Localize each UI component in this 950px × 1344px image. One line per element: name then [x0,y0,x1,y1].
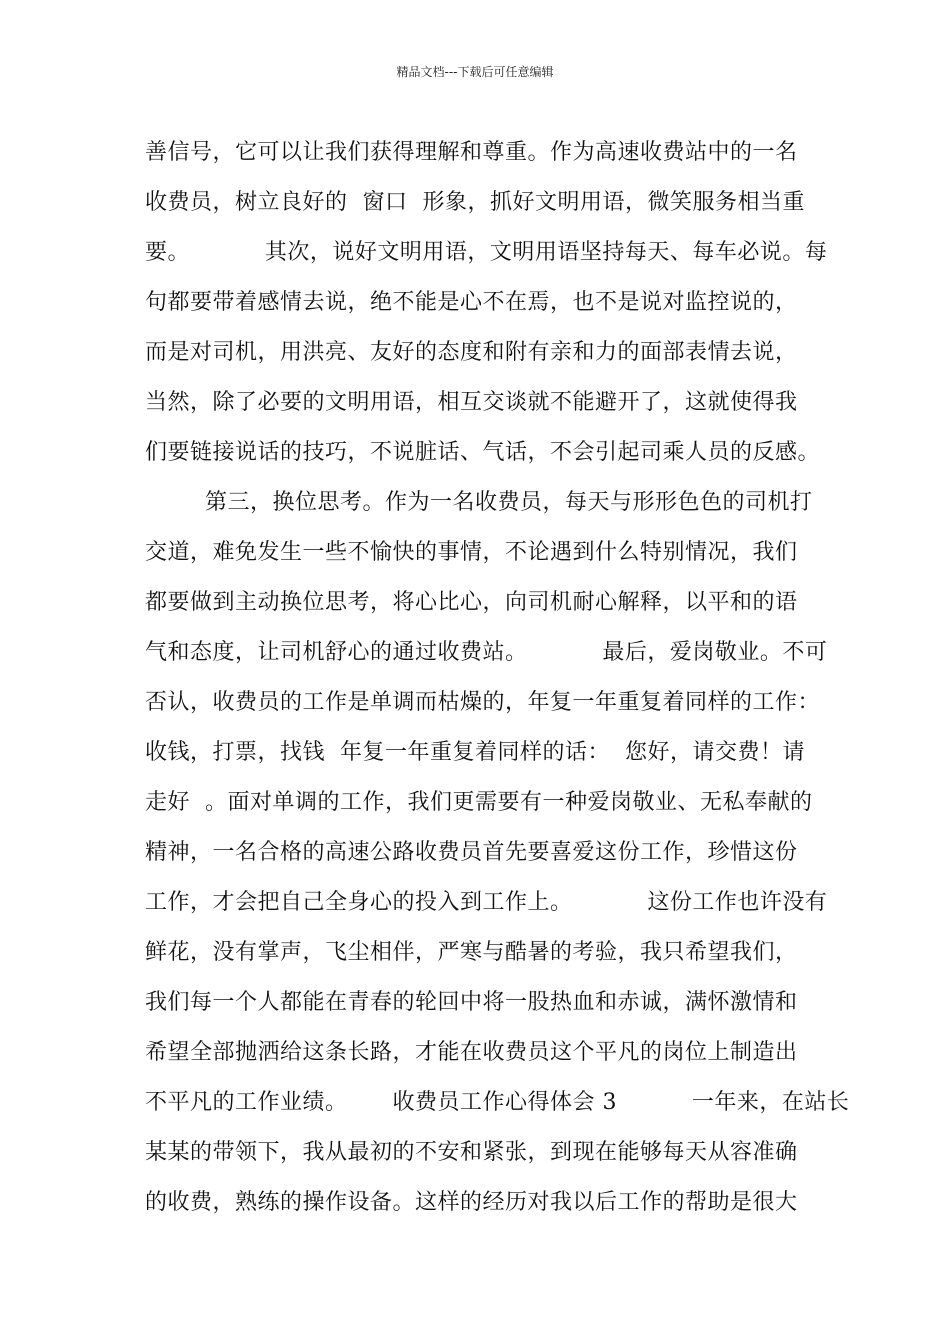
text-line: 第三，换位思考。作为一名收费员，每天与形形色色的司机打 [145,490,813,515]
text-line: 鲜花，没有掌声，飞尘相伴，严寒与酷暑的考验，我只希望我们， [145,940,798,965]
document-body [145,128,850,1228]
text-line: 希望全部抛洒给这条长路，才能在收费员这个平凡的岗位上制造出 [145,1040,798,1065]
text-line: 走好 。面对单调的工作，我们更需要有一种爱岗敬业、无私奉献的 [145,790,813,815]
text-line: 收费员，树立良好的 窗口 形象，抓好文明用语，微笑服务相当重 [145,190,805,215]
text-line: 否认，收费员的工作是单调而枯燥的，年复一年重复着同样的工作： [145,690,821,715]
text-line: 我们每一个人都能在青春的轮回中将一股热血和赤诚，满怀激情和 [145,990,798,1015]
text-line: 交道，难免发生一些不愉快的事情，不论遇到什么特别情况，我们 [145,540,798,565]
text-line: 某某的带领下，我从最初的不安和紧张，到现在能够每天从容准确 [145,1140,798,1165]
text-line: 都要做到主动换位思考，将心比心，向司机耐心解释，以平和的语 [145,590,798,615]
text-line: 而是对司机，用洪亮、友好的态度和附有亲和力的面部表情去说， [145,340,798,365]
text-line: 当然，除了必要的文明用语，相互交谈就不能避开了，这就使得我 [145,390,798,415]
text-line: 工作，才会把自己全身心的投入到工作上。 这份工作也许没有 [145,890,828,915]
text-line: 气和态度，让司机舒心的通过收费站。 最后，爱岗敬业。不可 [145,640,828,665]
text-line: 收钱，打票，找钱 年复一年重复着同样的话： 您好，请交费！请 [145,740,805,765]
text-line: 句都要带着感情去说，绝不能是心不在焉，也不是说对监控说的， [145,290,798,315]
text-line: 不平凡的工作业绩。 收费员工作心得体会 3 一年来，在站长 [145,1090,850,1115]
text-line: 要。 其次，说好文明用语，文明用语坚持每天、每车必说。每 [145,240,828,265]
text-line: 善信号，它可以让我们获得理解和尊重。作为高速收费站中的一名 [145,140,798,165]
text-line: 精神，一名合格的高速公路收费员首先要喜爱这份工作，珍惜这份 [145,840,798,865]
text-line: 的收费，熟练的操作设备。这样的经历对我以后工作的帮助是很大 [145,1190,798,1215]
page-header: 精品文档---下载后可任意编辑 [396,65,554,79]
text-line: 们要链接说话的技巧，不说脏话、气话，不会引起司乘人员的反感。 [145,440,821,465]
